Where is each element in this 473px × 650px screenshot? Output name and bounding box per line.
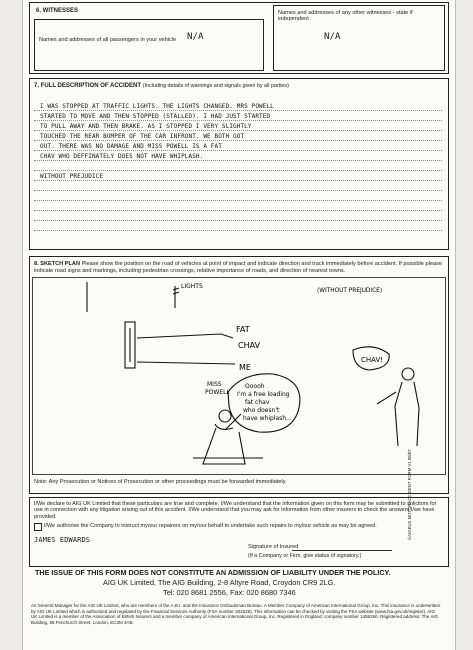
description-line: TOUCHED THE REAR BUMPER OF THE CAR INFRONT. WE BOTH GOT (40, 133, 245, 140)
description-line: STARTED TO MOVE AND THEN STOPPED (STALLED). I HAD JUST STARTED (40, 113, 271, 120)
other-witnesses-label: Names and addresses of any other witnesses - state if independent (278, 10, 413, 23)
passengers-value: N/A (187, 32, 204, 42)
signature-name: JAMES EDWARDS (34, 536, 91, 544)
description-line: TO PULL AWAY AND THEN BRAKE. AS I STOPPED I VERY SLIGHTLY (40, 123, 252, 130)
sketch-heading: 8. SKETCH PLAN (34, 261, 80, 267)
sketch-area[interactable] (32, 277, 446, 475)
declaration-text: I/We declare to AIG UK Limited that these particulars are true and complete. I/We understand that the information given on this form may be submitted to solicitors for use in connection with any litigation arising out of this accident. I/We understand that you may ask for information from other insurers to check the answers I/we have provided. (34, 501, 437, 520)
company-phone: Tel: 020 8681 2556, Fax: 020 8680 7346 (163, 588, 296, 597)
witnesses-section (29, 2, 449, 74)
speech-line: I'm a free loading (237, 391, 290, 398)
me-arrow-icon (137, 362, 235, 364)
description-field[interactable] (34, 93, 442, 243)
signature-label: Signature of Insured (248, 544, 299, 550)
description-line: WITHOUT PREJUDICE (40, 173, 104, 180)
authorise-checkbox[interactable] (34, 523, 42, 531)
side-code: ©AIGEUK MOTORACCIDENT FORM V1 06/07 (407, 449, 412, 540)
signature-sub: (If a Company or Firm, give status of signatory.) (248, 553, 362, 559)
chav-shout-label: CHAV! (361, 356, 384, 364)
fat-chav-label-1: FAT (236, 325, 250, 334)
description-title: 7. FULL DESCRIPTION OF ACCIDENT (34, 83, 142, 89)
speech-line: Ooooh (245, 383, 265, 390)
authorise-text: I/We authorise the Company to instruct my/our repairers on my/our behalf to undertake such repairs to my/our vehicle as may be agreed. (44, 523, 377, 529)
sketch-note: Note: Any Prosecution or Notices of Prosecution or other proceedings must be forwarded immediately. (34, 479, 287, 485)
description-note: (Including details of warnings and signals given by all parties) (142, 83, 289, 89)
speech-line: have whiplash... (243, 415, 292, 422)
sketch-instructions (34, 261, 442, 274)
speech-line: who doesn't (243, 407, 280, 414)
witnesses-heading: 6. WITNESSES (36, 8, 79, 14)
description-line: CHAV WHO DEFFINATELY DOES NOT HAVE WHIPLASH. (40, 153, 204, 160)
claim-form-page (22, 0, 456, 650)
description-heading (34, 83, 289, 89)
miss-powell-label-1: MISS (207, 381, 222, 388)
fat-chav-arrow-icon (137, 334, 233, 338)
description-line: OUT. THERE WAS NO DAMAGE AND MISS POWELL IS A FAT (40, 143, 222, 150)
traffic-light-icon (173, 288, 179, 294)
person-body-icon (377, 382, 419, 446)
fine-print: As General Manager for the AIG UK Limited, who are members of the A.B.I. and the Insurance Ombudsman Bureau. A Member Company of American International Group, Inc. This insurance is underwritten by AIG UK Limited which is authorised and regulated by the Financial Services Authority (FSA number 202628). This information can be checked by visiting the FSA website (www.fsa.gov.uk/register). AIG UK Limited is a member of the Association of British Insurers and a member company of American International Group, Inc. Registered in England: company number 1486260. Registered address: The AIG Building, 58 Fenchurch Street, London, EC3M 4AB. (31, 603, 441, 625)
company-address: AIG UK Limited, The AIG Building, 2-8 Altyre Road, Croydon CR9 2LG. (103, 578, 336, 587)
description-line: I WAS STOPPED AT TRAFFIC LIGHTS. THE LIGHTS CHANGED. MRS POWELL (40, 103, 274, 110)
other-witnesses-field[interactable] (273, 5, 445, 71)
lights-label: LIGHTS (181, 283, 203, 290)
passengers-label: Names and addresses of all passengers in your vehicle (39, 37, 177, 43)
fat-chav-label-2: CHAV (238, 341, 261, 350)
signature-line[interactable] (292, 550, 392, 551)
sketch-section (29, 256, 449, 494)
miss-powell-head-icon (219, 410, 231, 422)
miss-powell-label-2: POWELL (205, 389, 230, 396)
passengers-field[interactable] (34, 19, 264, 71)
person-head-icon (402, 368, 414, 380)
miss-powell-body-icon (203, 428, 245, 464)
me-label: ME (239, 363, 251, 372)
speech-line: fat chav (245, 399, 270, 406)
other-witnesses-value: N/A (324, 32, 341, 42)
sketch-instructions-text: Please show the position on the road of vehicles at point of impact and indicate direction and track immediately before accident. If possible please indicate road signs and markings, including pedestrian crossings, relative importance of roads, and direction of nearest towns. (34, 261, 442, 274)
liability-notice: THE ISSUE OF THIS FORM DOES NOT CONSTITUTE AN ADMISSION OF LIABILITY UNDER THE POLICY. (35, 568, 391, 577)
without-prejudice-label: (WITHOUT PREJUDICE) (317, 288, 383, 294)
sketch-drawing (33, 278, 445, 474)
description-section (29, 78, 449, 250)
declaration-section (29, 497, 449, 567)
